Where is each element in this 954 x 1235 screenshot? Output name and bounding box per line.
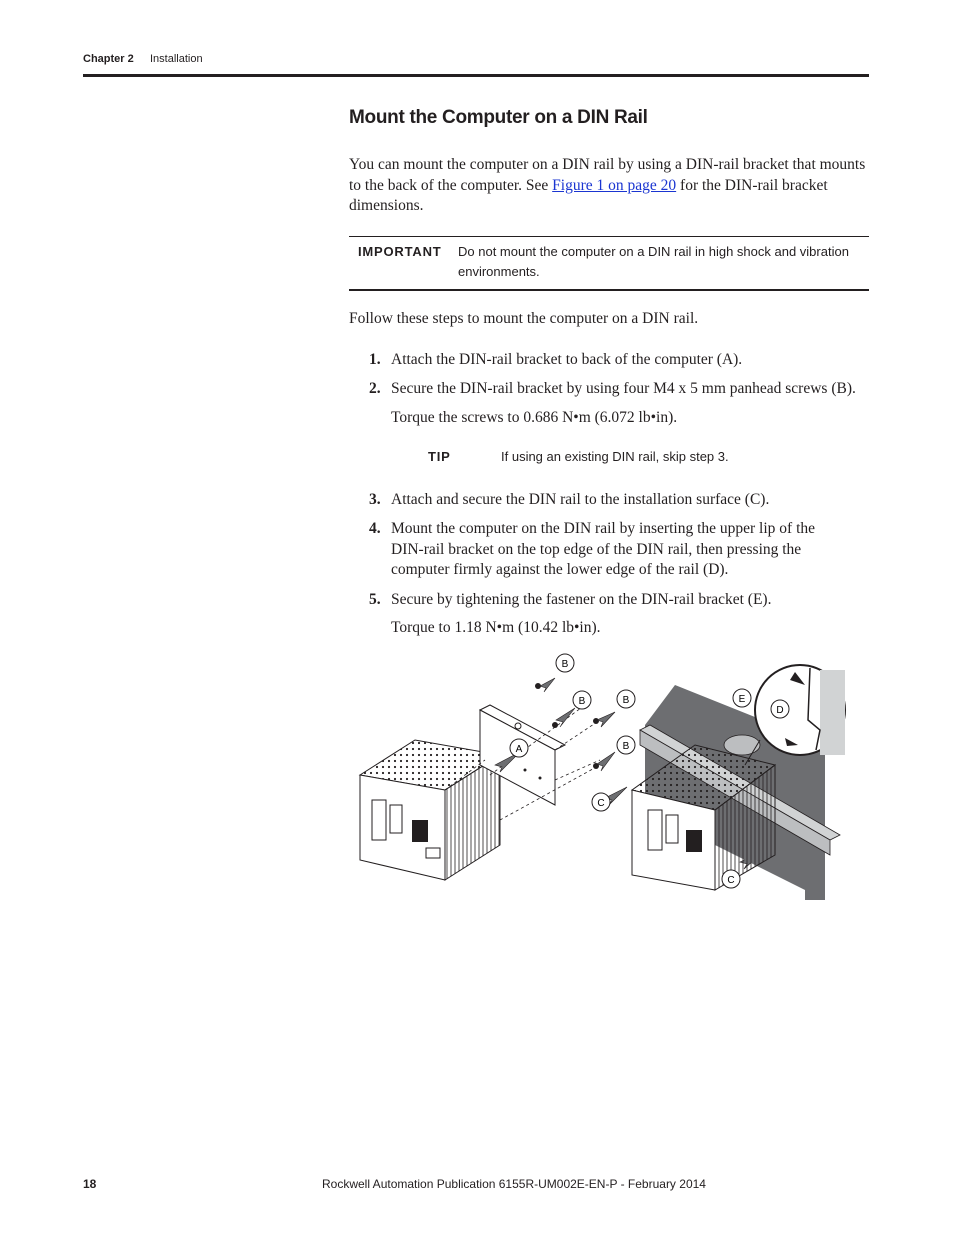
step-number: 2. — [369, 380, 381, 397]
step-number: 1. — [369, 351, 381, 368]
important-top-rule — [349, 236, 869, 237]
callout-b-top — [556, 654, 574, 672]
label-a: A — [515, 744, 523, 755]
label-e: E — [738, 694, 746, 705]
label-c: C — [727, 875, 735, 886]
din-rail-mount-figure — [350, 650, 850, 905]
step-text: Secure by tightening the fastener on the DIN-rail bracket (E). — [391, 591, 772, 608]
callout-d — [771, 700, 789, 718]
header-section: Installation — [150, 53, 203, 65]
callout-b-mid-left — [573, 691, 591, 709]
figure-link[interactable]: Figure 1 on page 20 — [552, 176, 677, 194]
intro-text-after: for the DIN-rail bracket dimensions. — [349, 176, 828, 214]
callout-b-lower — [617, 736, 635, 754]
step-number: 4. — [369, 520, 381, 537]
callout-b-mid-right — [617, 690, 635, 708]
header-rule — [83, 74, 869, 77]
callout-c-lower — [722, 870, 740, 888]
callout-a — [510, 739, 528, 757]
computer-left — [360, 740, 500, 880]
step-note: Torque to 1.18 N•m (10.42 lb•in). — [391, 619, 601, 636]
label-b: B — [622, 741, 630, 752]
label-c: C — [597, 798, 605, 809]
step-number: 5. — [369, 591, 381, 608]
label-b: B — [578, 696, 586, 707]
step-text: Secure the DIN-rail bracket by using four M4 x 5 mm panhead screws (B). — [391, 380, 856, 397]
important-text: Do not mount the computer on a DIN rail in high shock and vibration environments. — [458, 244, 849, 279]
follow-text: Follow these steps to mount the computer on a DIN rail. — [349, 310, 699, 327]
label-b: B — [622, 695, 630, 706]
step-note: Torque the screws to 0.686 N•m (6.072 lb•in). — [391, 409, 678, 426]
important-bottom-rule — [349, 289, 869, 291]
intro-paragraph — [349, 155, 869, 217]
header-chapter: Chapter 2 — [83, 53, 134, 65]
page-number: 18 — [83, 1177, 97, 1191]
step-text: Mount the computer on the DIN rail by inserting the upper lip of the DIN-rail bracket on the top edge of the DIN rail, then pressing the computer firmly against the lower edge of the rail (D). — [391, 520, 816, 578]
publication-info: Rockwell Automation Publication 6155R-UM002E-EN-P - February 2014 — [322, 1177, 706, 1191]
important-label: IMPORTANT — [358, 244, 442, 259]
step-text: Attach the DIN-rail bracket to back of the computer (A). — [391, 351, 743, 368]
tip-label: TIP — [428, 449, 451, 464]
page-title: Mount the Computer on a DIN Rail — [349, 107, 648, 128]
intro-text-before: You can mount the computer on a DIN rail by using a DIN-rail bracket that mounts to the back of the computer. See — [349, 156, 866, 194]
tip-text: If using an existing DIN rail, skip step 3. — [501, 449, 729, 464]
callout-c-upper — [592, 793, 610, 811]
label-d: D — [776, 705, 784, 716]
step-text: Attach and secure the DIN rail to the installation surface (C). — [391, 491, 770, 508]
callout-e — [733, 689, 751, 707]
step-number: 3. — [369, 491, 381, 508]
label-b: B — [561, 659, 569, 670]
